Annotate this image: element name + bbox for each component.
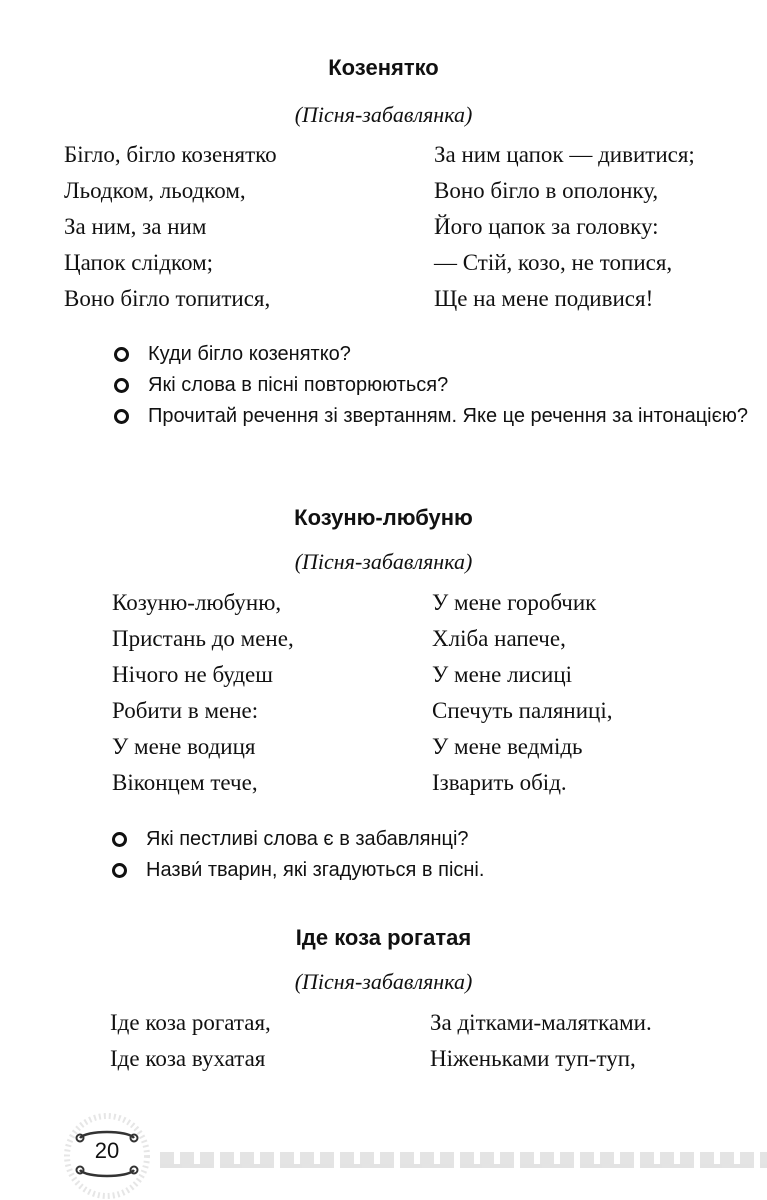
page-number-badge: [58, 1112, 156, 1200]
questions-list: [110, 824, 754, 886]
verse-line: Ніженьками туп-туп,: [430, 1046, 636, 1071]
verse-line: Воно бігло в ополонку,: [434, 178, 659, 203]
verse-line: За ним цапок — дивитися;: [434, 142, 695, 167]
question-item: [110, 855, 754, 886]
verse-line: Воно бігло топитися,: [64, 286, 271, 311]
verse-line: Бігло, бігло козенятко: [64, 142, 277, 167]
circle-bullet-icon: [112, 863, 127, 878]
circle-bullet-icon: [112, 832, 127, 847]
footer-decorative-line: [160, 1164, 767, 1168]
verse-right-column: [430, 1005, 652, 1077]
verse-right-column: [432, 585, 613, 801]
question-text: Назви́ тварин, які згадуються в пісні.: [146, 859, 485, 881]
verse-line: Робити в мене:: [112, 698, 259, 723]
verse-line: Нічого не будеш: [112, 662, 273, 687]
verse-line: У мене ведмідь: [432, 734, 583, 759]
page-number: 20: [94, 1138, 120, 1163]
question-text: Прочитай речення зі звертанням. Яке це речення за інтонацією?: [148, 405, 748, 427]
poem-title: Іде коза рогатая: [295, 925, 472, 950]
questions-list: [112, 339, 754, 432]
verse-line: Ще на мене подивися!: [434, 286, 654, 311]
question-item: [112, 401, 754, 432]
question-item: [112, 339, 754, 370]
poem-subtitle: (Пісня-забавлянка): [294, 969, 473, 994]
poem-subtitle: (Пісня-забавлянка): [294, 549, 473, 574]
question-item: [112, 370, 754, 401]
verse-line: Спечуть паляниці,: [432, 698, 613, 723]
circle-bullet-icon: [114, 347, 129, 362]
verse-line: У мене лисиці: [432, 662, 573, 687]
poem-subtitle: (Пісня-забавлянка): [294, 102, 473, 127]
poem-title: Козенятко: [328, 55, 439, 80]
circle-bullet-icon: [114, 409, 129, 424]
circle-bullet-icon: [114, 378, 129, 393]
verse-left-column: [110, 1005, 271, 1077]
question-text: Які пестливі слова є в забавлянці?: [146, 828, 469, 850]
verse-line: Льодком, льодком,: [64, 178, 246, 203]
verse-left-column: [112, 585, 294, 801]
verse-line: Його цапок за головку:: [434, 214, 659, 239]
question-item: [110, 824, 754, 855]
verse-line: За ним, за ним: [64, 214, 207, 239]
question-text: Куди бігло козенятко?: [148, 343, 351, 365]
verse-line: Цапок слідком;: [64, 250, 214, 275]
verse-line: — Стій, козо, не топися,: [434, 250, 673, 275]
verse-line: За дітками-малятками.: [430, 1010, 652, 1035]
verse-right-column: [434, 137, 695, 317]
verse-line: Віконцем тече,: [112, 770, 258, 795]
verse-line: У мене горобчик: [432, 590, 597, 615]
verse-line: Пристань до мене,: [112, 626, 294, 651]
verse-line: Іде коза вухатая: [110, 1046, 266, 1071]
verse-line: Ізварить обід.: [432, 770, 567, 795]
verse-line: Козуню-любуню,: [112, 590, 282, 615]
verse-line: У мене водиця: [112, 734, 256, 759]
poem-title: Козуню-любуню: [294, 505, 473, 530]
verse-line: Іде коза рогатая,: [110, 1010, 271, 1035]
verse-left-column: [64, 137, 277, 317]
verse-line: Хліба напече,: [432, 626, 566, 651]
question-text: Які слова в пісні повторюються?: [148, 374, 449, 396]
